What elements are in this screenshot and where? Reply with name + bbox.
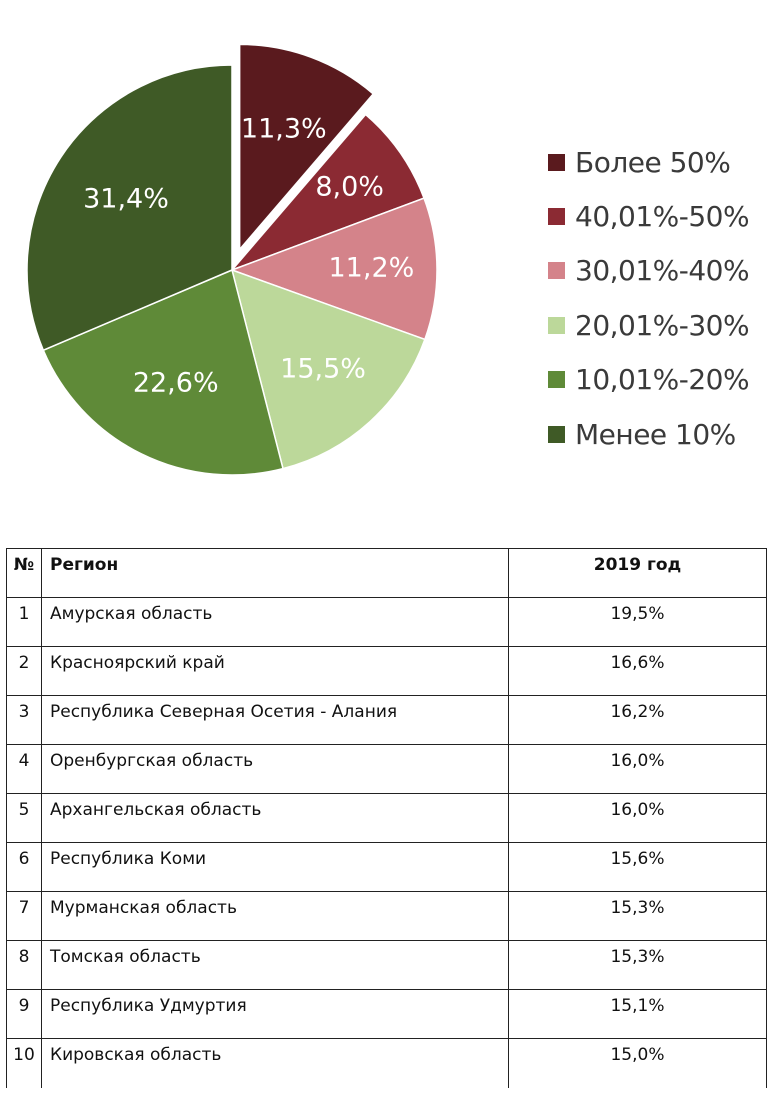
legend-label: Более 50% <box>575 145 731 179</box>
row-number: 9 <box>7 990 42 1039</box>
legend-item <box>548 244 768 298</box>
legend-swatch <box>548 208 565 225</box>
row-value: 16,0% <box>509 794 767 843</box>
row-number: 7 <box>7 892 42 941</box>
row-region: Кировская область <box>42 1039 509 1088</box>
pie-data-label: 31,4% <box>83 183 169 215</box>
row-region: Красноярский край <box>42 647 509 696</box>
row-value: 15,3% <box>509 941 767 990</box>
row-value: 16,2% <box>509 696 767 745</box>
legend-item <box>548 353 768 407</box>
pie-data-label: 22,6% <box>132 367 219 399</box>
legend-swatch <box>548 262 565 279</box>
row-value: 15,1% <box>509 990 767 1039</box>
legend-swatch <box>548 426 565 443</box>
table-header-row <box>7 549 767 598</box>
legend-swatch <box>548 371 565 388</box>
table-row <box>7 696 767 745</box>
row-region: Томская область <box>42 941 509 990</box>
pie-data-label: 11,2% <box>328 252 415 284</box>
row-value: 15,0% <box>509 1039 767 1088</box>
legend-label: 10,01%-20% <box>575 363 750 397</box>
row-value: 16,6% <box>509 647 767 696</box>
row-region: Амурская область <box>42 598 509 647</box>
row-region: Архангельская область <box>42 794 509 843</box>
header-number: № <box>7 549 42 598</box>
table-row <box>7 1039 767 1088</box>
table-row <box>7 745 767 794</box>
row-value: 16,0% <box>509 745 767 794</box>
header-year: 2019 год <box>509 549 767 598</box>
regions-table <box>6 548 767 1088</box>
row-number: 5 <box>7 794 42 843</box>
legend-item <box>548 135 768 189</box>
row-number: 1 <box>7 598 42 647</box>
legend-label: Менее 10% <box>575 417 736 451</box>
row-region: Республика Северная Осетия - Алания <box>42 696 509 745</box>
row-region: Оренбургская область <box>42 745 509 794</box>
table-row <box>7 794 767 843</box>
legend-label: 30,01%-40% <box>575 254 750 288</box>
legend-item <box>548 189 768 243</box>
row-number: 3 <box>7 696 42 745</box>
row-number: 4 <box>7 745 42 794</box>
legend-item <box>548 298 768 352</box>
table-row <box>7 598 767 647</box>
row-value: 15,3% <box>509 892 767 941</box>
legend-swatch <box>548 317 565 334</box>
row-number: 8 <box>7 941 42 990</box>
row-region: Республика Удмуртия <box>42 990 509 1039</box>
legend-label: 40,01%-50% <box>575 200 750 234</box>
table-row <box>7 941 767 990</box>
row-number: 2 <box>7 647 42 696</box>
legend-swatch <box>548 154 565 171</box>
pie-data-label: 8,0% <box>315 171 384 203</box>
pie-data-label: 15,5% <box>280 353 366 385</box>
row-number: 10 <box>7 1039 42 1088</box>
pie-chart-area <box>0 0 773 520</box>
row-value: 19,5% <box>509 598 767 647</box>
header-region: Регион <box>42 549 509 598</box>
pie-data-label: 11,3% <box>240 113 327 145</box>
table-row <box>7 647 767 696</box>
row-region: Республика Коми <box>42 843 509 892</box>
table-row <box>7 990 767 1039</box>
table-row <box>7 892 767 941</box>
row-value: 15,6% <box>509 843 767 892</box>
row-number: 6 <box>7 843 42 892</box>
row-region: Мурманская область <box>42 892 509 941</box>
table-row <box>7 843 767 892</box>
legend-label: 20,01%-30% <box>575 308 750 342</box>
chart-legend <box>548 135 768 461</box>
legend-item <box>548 407 768 461</box>
